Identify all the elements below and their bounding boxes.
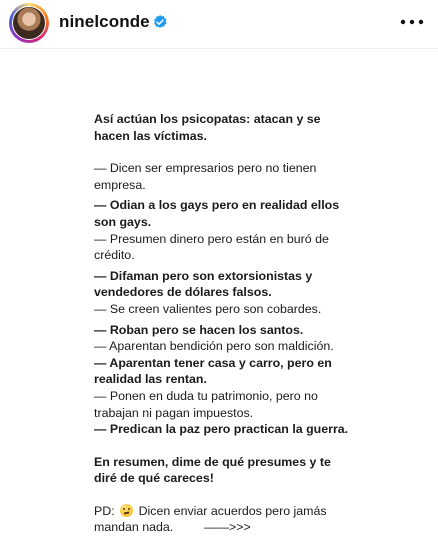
pd-text: Dicen enviar acuerdos pero jamás [138,503,327,518]
avatar-story-ring[interactable] [9,3,49,43]
post-text-body [94,111,394,536]
post-title-line: Así actúan los psicopatas: atacan y se [94,112,321,126]
text-line: realidad las rentan. [94,372,207,387]
text-line: — Dicen ser empresarios pero no tienen [94,161,317,176]
text-line: — Ponen en duda tu patrimonio, pero no [94,388,318,403]
thinking-face-icon [120,504,133,517]
post-header [0,0,438,49]
text-line: — Aparentan tener casa y carro, pero en [94,355,332,370]
text-line: — Se creen valientes pero son cobardes. [94,301,322,316]
pd-text: mandan nada. [94,520,174,535]
pd-line [94,503,394,520]
summary-line: En resumen, dime de qué presumes y te [94,454,331,469]
username-link[interactable]: ninelconde [59,12,150,31]
text-line: — Presumen dinero pero están en buró de [94,231,329,246]
text-line: — Difaman pero son extorsionistas y [94,268,313,283]
summary-line: diré de qué careces! [94,471,214,486]
text-line: — Roban pero se hacen los santos. [94,322,304,337]
text-line: son gays. [94,214,152,229]
text-line: vendedores de dólares falsos. [94,285,272,300]
pd-line [94,519,394,536]
avatar[interactable] [12,6,46,40]
post-title-line: hacen las víctimas. [94,128,207,143]
more-options-icon[interactable] [400,18,424,26]
post-image[interactable] [0,49,438,535]
text-line: — Predican la paz pero practican la guerra. [94,422,349,437]
pd-arrow: ——>>> [204,520,251,535]
text-line: trabajan ni pagan impuestos. [94,405,254,420]
pd-prefix: PD: [94,503,115,518]
text-line: crédito. [94,248,135,263]
text-line: empresa. [94,177,146,192]
text-line: — Odian a los gays pero en realidad ellos [94,198,340,213]
text-line: — Aparentan bendición pero son maldición. [94,339,334,354]
verified-badge-icon [152,14,168,30]
